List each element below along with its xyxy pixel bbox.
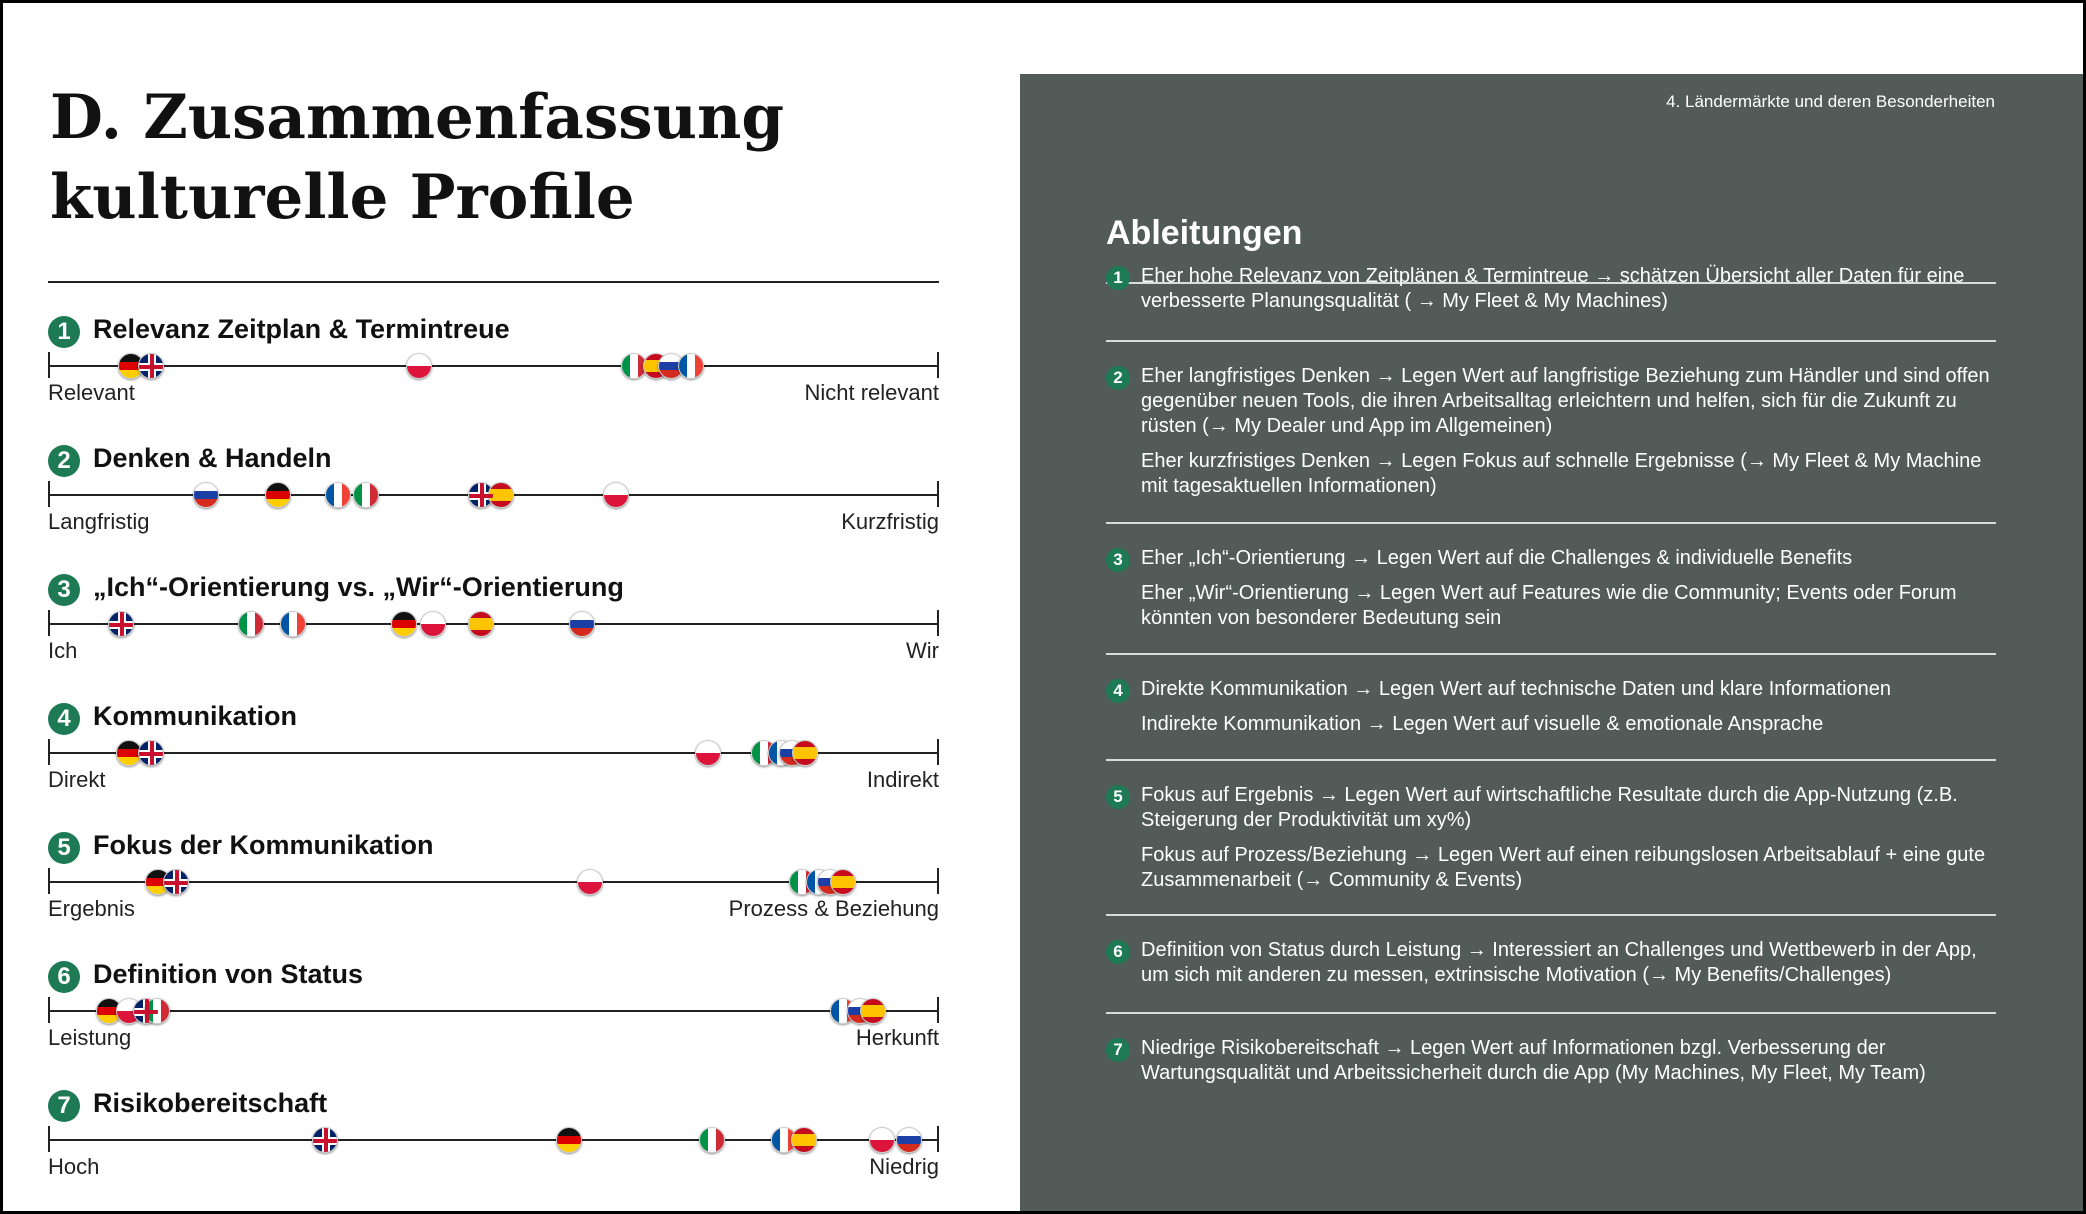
derivation-text: Eher „Wir“-Orientierung → Legen Wert auf Features wie die Community; Events oder Forum könnten von besonderer Bedeutung sein: [1141, 582, 1957, 629]
dimension-1: [48, 316, 939, 426]
title-line-2: kulturelle Profile: [50, 162, 635, 233]
dimension-title: Kommunikation: [93, 701, 298, 731]
flag-es-icon: [860, 998, 886, 1024]
derivation-item-5: [1106, 783, 1996, 903]
dimension-number-badge: 7: [48, 1090, 80, 1122]
dimension-title: Denken & Handeln: [93, 443, 332, 473]
axis-label-right: Wir: [906, 638, 939, 663]
flag-es-icon: [792, 740, 818, 766]
dimension-number-badge: 4: [48, 703, 80, 735]
derivation-text: Fokus auf Prozess/Beziehung → Legen Wert auf einen reibungslosen Arbeitsablauf + eine gute Zusammenarbeit (→ Community & Events): [1141, 844, 1986, 891]
axis-label-left: Ergebnis: [48, 896, 135, 921]
axis-tick-right: [937, 997, 939, 1023]
axis-tick-left: [48, 739, 50, 765]
dimension-axis: [48, 1010, 939, 1012]
axis-label-right: Nicht relevant: [804, 380, 939, 405]
flag-it-icon: [353, 482, 379, 508]
panel-title: Ableitungen: [1106, 214, 1303, 252]
derivation-divider: [1106, 653, 1996, 655]
dimension-axis: [48, 365, 939, 367]
dimension-title: „Ich“-Orientierung vs. „Wir“-Orientierung: [93, 572, 624, 602]
dimension-number-badge: 5: [48, 832, 80, 864]
flag-pl-icon: [406, 353, 432, 379]
flag-ru-icon: [193, 482, 219, 508]
axis-tick-left: [48, 481, 50, 507]
axis-tick-right: [937, 610, 939, 636]
flag-pl-icon: [869, 1127, 895, 1153]
dimension-number-badge: 3: [48, 574, 80, 606]
axis-tick-right: [937, 481, 939, 507]
axis-label-right: Indirekt: [866, 767, 939, 792]
axis-label-left: Langfristig: [48, 509, 150, 534]
flag-fr-icon: [280, 611, 306, 637]
dimension-title: Relevanz Zeitplan & Termintreue: [93, 314, 510, 344]
flag-es-icon: [791, 1127, 817, 1153]
flag-it-icon: [238, 611, 264, 637]
flag-it-icon: [699, 1127, 725, 1153]
axis-label-right: Niedrig: [869, 1154, 939, 1179]
derivation-number-badge: 3: [1106, 548, 1130, 572]
flag-de-icon: [391, 611, 417, 637]
derivation-text: Eher „Ich“-Orientierung → Legen Wert auf die Challenges & individuelle Benefits: [1141, 547, 1853, 569]
derivation-number-badge: 7: [1106, 1038, 1130, 1062]
flag-fr-icon: [678, 353, 704, 379]
derivation-divider: [1106, 1012, 1996, 1014]
dimension-3: [48, 574, 939, 684]
flag-uk-icon: [312, 1127, 338, 1153]
flag-pl-icon: [603, 482, 629, 508]
derivation-item-7: [1106, 1036, 1996, 1096]
flag-pl-icon: [695, 740, 721, 766]
derivation-item-4: [1106, 677, 1996, 747]
axis-tick-left: [48, 352, 50, 378]
derivation-item-2: [1106, 364, 1996, 509]
axis-tick-right: [937, 739, 939, 765]
axis-label-left: Leistung: [48, 1025, 132, 1050]
axis-tick-right: [937, 352, 939, 378]
derivation-number-badge: 6: [1106, 940, 1130, 964]
axis-tick-right: [937, 868, 939, 894]
dimension-number-badge: 6: [48, 961, 80, 993]
axis-tick-left: [48, 997, 50, 1023]
flag-uk-icon: [138, 353, 164, 379]
dimension-5: [48, 832, 939, 942]
axis-label-left: Hoch: [48, 1154, 100, 1179]
axis-label-left: Relevant: [48, 380, 135, 405]
derivation-divider: [1106, 522, 1996, 524]
flag-uk-icon: [138, 740, 164, 766]
derivation-text: Direkte Kommunikation → Legen Wert auf technische Daten und klare Informationen: [1141, 678, 1892, 700]
derivation-number-badge: 1: [1106, 266, 1130, 290]
axis-label-left: Ich: [48, 638, 78, 663]
title-divider: [48, 281, 939, 283]
flag-de-icon: [265, 482, 291, 508]
derivation-number-badge: 2: [1106, 366, 1130, 390]
derivation-item-6: [1106, 938, 1996, 998]
axis-tick-right: [937, 1126, 939, 1152]
derivation-item-3: [1106, 546, 1996, 641]
flag-uk-icon: [108, 611, 134, 637]
flag-es-icon: [830, 869, 856, 895]
flag-pl-icon: [577, 869, 603, 895]
dimension-number-badge: 2: [48, 445, 80, 477]
flag-fr-icon: [325, 482, 351, 508]
axis-tick-left: [48, 868, 50, 894]
derivation-divider: [1106, 759, 1996, 761]
derivation-divider: [1106, 914, 1996, 916]
page-title: [50, 78, 784, 238]
derivation-text: Fokus auf Ergebnis → Legen Wert auf wirtschaftliche Resultate durch die App-Nutzung (z.B. Steigerung der Produktivität um xy%): [1141, 784, 1958, 831]
derivation-item-1: [1106, 264, 1996, 324]
axis-tick-left: [48, 1126, 50, 1152]
derivation-number-badge: 4: [1106, 679, 1130, 703]
dimension-6: [48, 961, 939, 1071]
derivation-text: Eher hohe Relevanz von Zeitplänen & Termintreue → schätzen Übersicht aller Daten für eine verbesserte Planungsqualität ( → My Fleet & My Machines): [1141, 265, 1965, 312]
axis-label-right: Herkunft: [855, 1025, 939, 1050]
axis-label-left: Direkt: [48, 767, 106, 792]
derivation-text: Eher langfristiges Denken → Legen Wert auf langfristige Beziehung zum Händler und sind offen gegenüber neuen Tools, die ihren Arbeitsalltag erleichtern und helfen, sich für die Zukunft zu rüsten (→ My Dealer und App im Allgemeinen): [1141, 365, 1990, 437]
derivation-divider: [1106, 340, 1996, 342]
flag-ru-icon: [896, 1127, 922, 1153]
dimension-number-badge: 1: [48, 316, 80, 348]
flag-de-icon: [556, 1127, 582, 1153]
derivation-number-badge: 5: [1106, 785, 1130, 809]
dimension-title: Risikobereitschaft: [93, 1088, 328, 1118]
derivations-panel: [1020, 74, 2083, 1211]
flag-es-icon: [468, 611, 494, 637]
dimension-4: [48, 703, 939, 813]
derivation-text: Eher kurzfristiges Denken → Legen Fokus auf schnelle Ergebnisse (→ My Fleet & My Machine mit tagesaktuellen Informationen): [1141, 450, 1982, 497]
axis-label-right: Kurzfristig: [841, 509, 939, 534]
dimension-2: [48, 445, 939, 555]
dimension-title: Definition von Status: [93, 959, 363, 989]
flag-pl-icon: [420, 611, 446, 637]
title-line-1: D. Zusammenfassung: [50, 82, 784, 153]
flag-uk-icon: [163, 869, 189, 895]
axis-label-right: Prozess & Beziehung: [728, 896, 939, 921]
breadcrumb: 4. Ländermärkte und deren Besonderheiten: [1666, 92, 1995, 111]
axis-tick-left: [48, 610, 50, 636]
derivation-text: Definition von Status durch Leistung → Interessiert an Challenges und Wettbewerb in der App, um sich mit anderen zu messen, extrinsische Motivation (→ My Benefits/Challenges): [1141, 939, 1977, 986]
derivation-text: Indirekte Kommunikation → Legen Wert auf visuelle & emotionale Ansprache: [1141, 713, 1824, 735]
flag-ru-icon: [569, 611, 595, 637]
derivation-text: Niedrige Risikobereitschaft → Legen Wert auf Informationen bzgl. Verbesserung der Wartungsqualität und Arbeitssicherheit durch die App (My Machines, My Fleet, My Team): [1141, 1037, 1926, 1084]
dimension-title: Fokus der Kommunikation: [93, 830, 434, 860]
dimension-7: [48, 1090, 939, 1200]
